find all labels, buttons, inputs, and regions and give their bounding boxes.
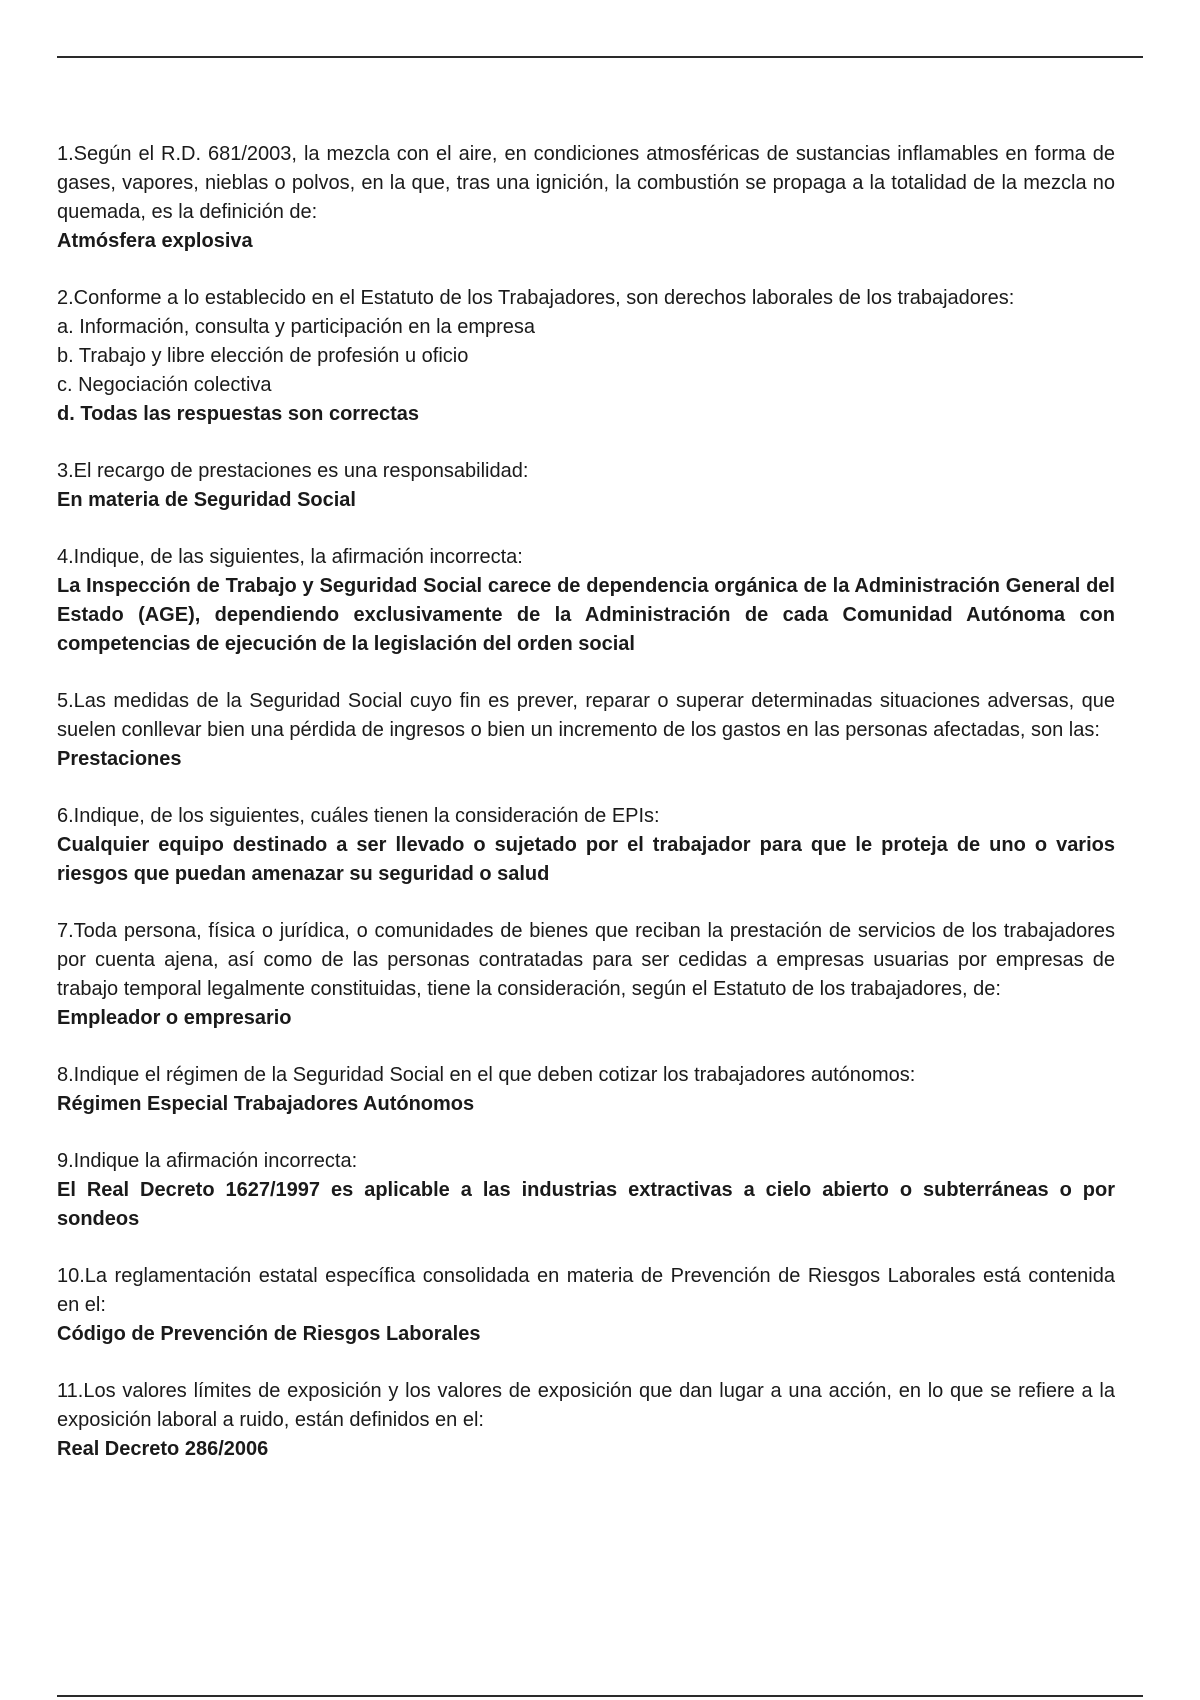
question-item-6	[57, 802, 1115, 889]
question-text: 10.La reglamentación estatal específica consolidada en materia de Prevención de Riesgos Laborales está contenida en el:	[57, 1265, 1115, 1316]
answer-text: La Inspección de Trabajo y Seguridad Social carece de dependencia orgánica de la Administración General del Estado (AGE), dependiendo exclusivamente de la Administración de cada Comunidad Autónoma con competencias de ejecución de la legislación del orden social	[57, 575, 1115, 655]
question-text: 8.Indique el régimen de la Seguridad Social en el que deben cotizar los trabajadores autónomos:	[57, 1064, 916, 1086]
question-text: 9.Indique la afirmación incorrecta:	[57, 1150, 358, 1172]
question-text: 4.Indique, de las siguientes, la afirmación incorrecta:	[57, 546, 523, 568]
answer-text: El Real Decreto 1627/1997 es aplicable a las industrias extractivas a cielo abierto o subterráneas o por sondeos	[57, 1179, 1115, 1230]
answer-text: Empleador o empresario	[57, 1007, 292, 1029]
question-item-2	[57, 284, 1115, 429]
question-item-11	[57, 1377, 1115, 1464]
answer-text: En materia de Seguridad Social	[57, 489, 356, 511]
question-item-3	[57, 457, 1115, 515]
question-text: 3.El recargo de prestaciones es una responsabilidad:	[57, 460, 529, 482]
answer-text: Código de Prevención de Riesgos Laborales	[57, 1323, 481, 1345]
question-item-1	[57, 140, 1115, 256]
question-text: 2.Conforme a lo establecido en el Estatuto de los Trabajadores, son derechos laborales de los trabajadores:	[57, 287, 1015, 309]
answer-text: d. Todas las respuestas son correctas	[57, 403, 420, 425]
option-c: c. Negociación colectiva	[57, 374, 272, 396]
question-item-8	[57, 1061, 1115, 1119]
answer-text: Real Decreto 286/2006	[57, 1438, 269, 1460]
answer-text: Atmósfera explosiva	[57, 230, 253, 252]
answer-text: Régimen Especial Trabajadores Autónomos	[57, 1093, 475, 1115]
question-text: 7.Toda persona, física o jurídica, o comunidades de bienes que reciban la prestación de servicios de los trabajadores por cuenta ajena, así como de las personas contratadas para ser cedidas a empresas usuarias por empresas de trabajo temporal legalmente constituidas, tiene la consideración, según el Estatuto de los trabajadores, de:	[57, 920, 1115, 1000]
question-list	[57, 140, 1115, 1492]
question-item-7	[57, 917, 1115, 1033]
option-a: a. Información, consulta y participación en la empresa	[57, 316, 536, 338]
question-item-9	[57, 1147, 1115, 1234]
question-text: 6.Indique, de los siguientes, cuáles tienen la consideración de EPIs:	[57, 805, 660, 827]
question-text: 11.Los valores límites de exposición y los valores de exposición que dan lugar a una acción, en lo que se refiere a la exposición laboral a ruido, están definidos en el:	[57, 1380, 1115, 1431]
question-item-4	[57, 543, 1115, 659]
option-b: b. Trabajo y libre elección de profesión u oficio	[57, 345, 469, 367]
question-item-10	[57, 1262, 1115, 1349]
question-text: 5.Las medidas de la Seguridad Social cuyo fin es prever, reparar o superar determinadas situaciones adversas, que suelen conllevar bien una pérdida de ingresos o bien un incremento de los gastos en las personas afectadas, son las:	[57, 690, 1115, 741]
answer-text: Prestaciones	[57, 748, 182, 770]
question-text: 1.Según el R.D. 681/2003, la mezcla con el aire, en condiciones atmosféricas de sustancias inflamables en forma de gases, vapores, nieblas o polvos, en la que, tras una ignición, la combustión se propaga a la totalidad de la mezcla no quemada, es la definición de:	[57, 143, 1115, 223]
top-rule	[57, 56, 1143, 58]
answer-text: Cualquier equipo destinado a ser llevado o sujetado por el trabajador para que le proteja de uno o varios riesgos que puedan amenazar su seguridad o salud	[57, 834, 1115, 885]
question-item-5	[57, 687, 1115, 774]
bottom-rule	[57, 1695, 1143, 1697]
